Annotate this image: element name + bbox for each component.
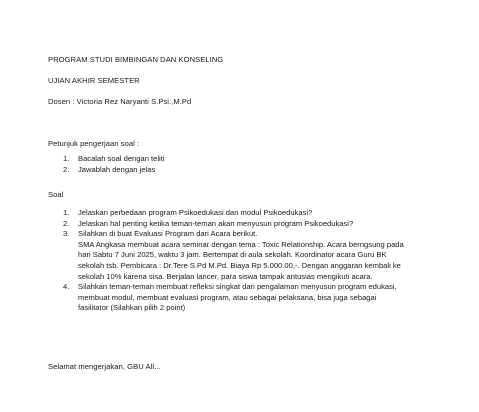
- instruction-number: 2.: [63, 164, 70, 174]
- exam-title: UJIAN AKHIR SEMESTER: [48, 76, 140, 85]
- question-detail-line: fasilitator (Silahkan pilih 2 point): [78, 303, 186, 313]
- instruction-number: 1.: [63, 154, 70, 163]
- question-item: [48, 219, 468, 230]
- question-item: [48, 282, 468, 314]
- question-text: Jelaskan perbedaan program Psikoedukasi dan modul Psikoedukasi?: [78, 208, 313, 217]
- instruction-item: [48, 154, 468, 165]
- instructions-title: Petunjuk pengerjaan soal :: [48, 139, 140, 148]
- question-detail-line: sekolah 10% karena sisa. Berjalan lancer, para siswa tampak antusias mengikuti acara.: [78, 271, 373, 281]
- closing-line: Selamat mengerjakan, GBU All...: [48, 362, 161, 371]
- question-number: 2.: [63, 218, 70, 228]
- instruction-text: Bacalah soal dengan teliti: [78, 154, 165, 163]
- question-detail-line: membuat modul, membuat evaluasi program, atau sebagai pelaksana, bisa juga sebagai: [78, 292, 377, 302]
- program-title: PROGRAM STUDI BIMBINGAN DAN KONSELING: [48, 55, 224, 64]
- questions-title: Soal: [48, 190, 64, 199]
- instruction-text: Jawablah dengan jelas: [78, 164, 156, 174]
- question-number: 4.: [63, 282, 70, 292]
- question-number: 1.: [63, 208, 70, 217]
- question-detail-line: SMA Angkasa membuat acara seminar dengan tema : Toxic Relationship. Acara berngsung pada: [78, 239, 404, 249]
- question-detail-line: hari Sabtu 7 Juni 2025, waktu 3 jam. Bertempat di aula sekolah. Koordinator acara Guru BK: [78, 250, 387, 260]
- question-detail-line: sekolah tsb. Pembicara : Dr.Tere S.Pd M.Pd. Biaya Rp 5.000.00,-. Dengan anggaran kembali ke: [78, 260, 401, 270]
- lecturer-line: Dosen : Victoria Rez Naryanti S.Psi.,M.Pd: [48, 97, 192, 106]
- instructions-list: [48, 154, 468, 175]
- question-number: 3.: [63, 229, 70, 239]
- question-text: Silahkan teman-teman membuat refleksi singkat dari pengalaman menyusun program edukasi,: [78, 282, 397, 292]
- question-text: Jelaskan hal penting ketika teman-teman akan menyusun program Psikoedukasi?: [78, 218, 354, 228]
- question-item: [48, 229, 468, 282]
- question-text: Silahkan di buat Evaluasi Program dari Acara berikut.: [78, 229, 258, 239]
- question-item: [48, 208, 468, 219]
- instruction-item: [48, 165, 468, 176]
- questions-list: [48, 208, 468, 314]
